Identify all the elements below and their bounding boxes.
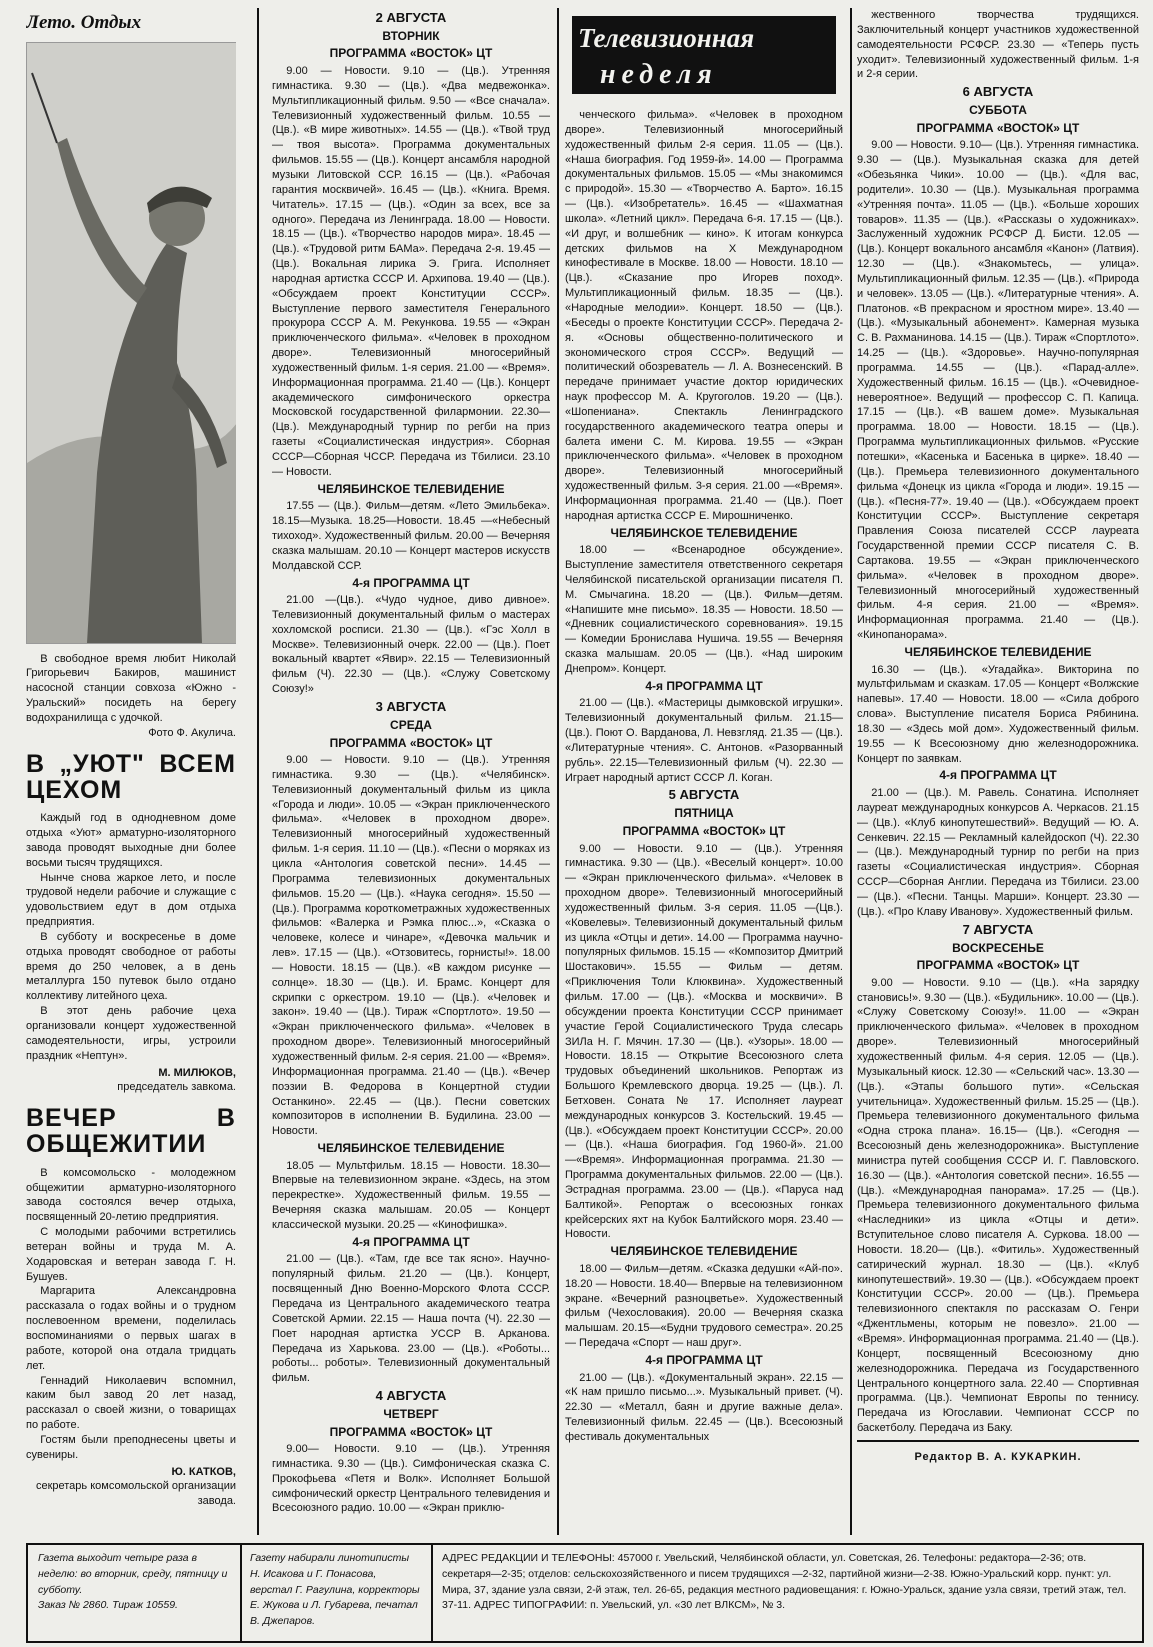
column-divider	[557, 8, 559, 1535]
footer-divider	[431, 1545, 433, 1641]
masthead-title: Телевизионная	[578, 23, 755, 53]
program-heading: ПРОГРАММА «ВОСТОК» ЦТ	[329, 735, 493, 750]
program-heading: ПРОГРАММА «ВОСТОК» ЦТ	[916, 958, 1080, 973]
article-body-evening	[26, 1166, 236, 1463]
article-paragraph: Гостям были преподнесены цветы и сувениры.	[26, 1433, 236, 1461]
program-listing: 16.30 — (Цв.). «Угадайка». Викторина по мультфильмам и сказкам. 17.05 — Концерт «Волжские напевы». 17.40 — Новости. 18.00 — «Сила доброго слова». Выступление писателя Бориса Рябинина. 18.30 — «Здесь мой дом». Художественный фильм. 19.55 — К Всесоюзному дню железнодорожника. Концерт по заявкам.	[857, 663, 1139, 765]
program-listing: 18.00 — «Всенародное обсуждение». Выступление заместителя ответственного секретаря Челябинской писательской организации писателя П. М. Смычагина. 18.20 — (Цв.). Фильм—детям. «Напишите мне письмо». 18.35 — Новости. 18.50 — «Дневник социалистического соревнования». 19.15 — Комедии Бронислава Нушича. 19.55 — Вечерняя сказка малышам. 20.05 — (Цв.). «Над широким Днепром». Концерт.	[565, 544, 843, 675]
article-paragraph: С молодыми рабочими встретились ветеран войны и труда М. А. Ходаровская и ветеран завода Г. Н. Бушуев.	[26, 1226, 236, 1283]
day-date: 2 АВГУСТА	[375, 10, 447, 25]
column-tv-sat-sun	[857, 8, 1139, 1533]
day-name: СРЕДА	[390, 717, 432, 732]
footer-divider	[240, 1545, 242, 1641]
footer-staff: Газету набирали линотиписты Н. Исакова и Г. Понасова, верстал Г. Рагулина, корректоры Е. Жукова и Л. Губарева, печатал В. Джепаров.	[250, 1552, 420, 1627]
column-tv-tue-thu	[272, 8, 550, 1533]
article-paragraph: В субботу и воскресенье в доме отдыха проводят свободное от работы время до 250 человек, а в день металлурга 150 путевок было отдано коллективу литейного цеха.	[26, 930, 236, 1003]
column-tv-thu-fri	[565, 8, 843, 1533]
article-author: Ю. КАТКОВ,	[171, 1465, 236, 1478]
article-author-title: председатель завкома.	[117, 1081, 236, 1094]
program-listing: 9.00 — Новости. 9.10— (Цв.). Утренняя гимнастика. 9.30 — (Цв.). Музыкальная сказка для детей «Обезьянка Чики». 10.00 — (Цв.). «Для вас, родители». 10.30 — (Цв.). Музыкальная программа «Утренняя почта». 11.05 — (Цв.). «Больше хороших товаров». 11.35 — (Цв.). «Рассказы о художниках». Заслуженный художник РСФСР Д. Бисти. 12.05 — (Цв.). Концерт вокального ансамбля «Канон» (Латвия). 12.30 — (Цв.). «Знакомьтесь, — улица». Мультипликационный фильм. 12.35 — (Цв.). «Природа и человек». 13.05 — (Цв.). «Литературные чтения». А. Платонов. «В прекрасном и яростном мире». 13.40 — (Цв.). «Музыкальный абонемент». Камерная музыка С. В. Рахманинова. 14.15 — (Цв.). Тираж «Спортлото». 14.25 — (Цв.). «Здоровье». Научно-популярная программа. 14.55 — (Цв.). «Парад-алле». Художественный фильм. 16.15 — (Цв.). «Очевидное-невероятное». Ведущий — профессор С. П. Капица. 17.15 — (Цв.). «В вашем доме». Музыкальная программа. 18.00 — Новости. 18.15 — (Цв.). Программа мультипликационных фильмов. «Русские потешки», «Касенька и Басенька в цирке». 18.40 — (Цв.). Премьера телевизионного документального фильма «Донецк из цикла «Города и люди». 19.15 — (Цв.). «Песня-77». 19.40 — (Цв.). «Обсуждаем проект Конституции СССР». Выступление секретаря Правления Союза писателей СССР лауреата Государственной премии СССР писателя С. В. Сартакова. 19.55 — «Экран приключенческого фильма». «Человек в проходном дворе». Телевизионный многосерийный художественный фильм. 4-я серия. 21.00 — «Время». Информационная программа. 21.40 — (Цв.). «Кинопанорама».	[857, 139, 1139, 642]
column-divider	[850, 8, 852, 1535]
program-listing: 17.55 — (Цв.). Фильм—детям. «Лето Эмильбека». 18.15—Музыка. 18.25—Новости. 18.45 —«Небесный тихоход». Художественный фильм. 20.00 — Вечерняя сказка малышам. 20.10 — Концерт мастеров искусств Молдавской ССР.	[272, 500, 550, 572]
article-headline-evening: ВЕЧЕР В ОБЩЕЖИТИИ	[26, 1104, 236, 1159]
footer-schedule: Газета выходит четыре раза в неделю: во вторник, среду, пятницу и субботу. Заказ № 2860. Тираж 10559.	[38, 1552, 228, 1612]
program-heading: ПРОГРАММА «ВОСТОК» ЦТ	[622, 823, 786, 838]
program-listing: 21.00 — (Цв.). «Там, где все так ясно». Научно-популярный фильм. 21.20 — (Цв.). Концерт, посвященный Дню Военно-Морского Флота СССР. Передача из Центрального академического театра Советской Армии. 22.15 — Наша почта (Ч). 22.30 — Поет народная артистка УССР В. Арканова. Передача из Харькова. 23.00 — (Цв.). «Роботы... роботы... роботы». Телевизионный документальный фильм.	[272, 1253, 550, 1385]
article-paragraph: Каждый год в однодневном доме отдыха «Уют» арматурно-изоляторного завода проводят выходные дни более восьми тысяч трудящихся.	[26, 812, 236, 869]
day-date: 3 АВГУСТА	[375, 699, 447, 715]
article-paragraph: Нынче снова жаркое лето, и после трудовой недели рабочие и служащие с удовольствием едут в дом отдыха предприятия.	[26, 871, 236, 929]
program-listing: 21.00 —(Цв.). «Чудо чудное, диво дивное». Телевизионный документальный фильм о мастерах хохломской росписи. 21.30 — (Цв.). «Гэс Холл в Москве». Телевизионный очерк. 22.00 — (Цв.). Поет вокальный квартет «Явир». 22.15 — Телевизионный фильм (Ч). 22.30 — (Цв.). «Служу Советскому Союзу!»	[272, 594, 550, 696]
program-heading: ПРОГРАММА «ВОСТОК» ЦТ	[329, 46, 493, 61]
day-name: ВТОРНИК	[382, 28, 440, 43]
column-divider	[257, 8, 259, 1535]
program-listing: 9.00 — Новости. 9.10 — (Цв.). Утренняя гимнастика. 9.30 — (Цв.). «Челябинск». Телевизионный документальный фильм из цикла «Города и люди». 10.05 — «Экран приключенческого фильма». «Человек в проходном дворе». Телевизионный многосерийный художественный фильм. 1-я серия. 11.10 — (Цв.). «Песни о моряках из цикла «Антология советской песни». 14.45 — Программа телевизионных документальных фильмов. 15.20 — (Цв.). «Наука сегодня». 15.50 — (Цв.). Программа короткометражных художественных фильмов: «Валерка и Рэмка плюс...», «Сказка о человеке, колесе и чинаре», «Девочка мальчик и лев». 17.15 — (Цв.). «Отзовитесь, горнисты!». 18.00 — Новости. 18.15 — (Цв.). «В каждом рисунке — солнце». 18.30 — (Цв.). И. Брамс. Концерт для скрипки с оркестром. 19.10 — (Цв.). «Человек и закон». 19.40 — (Цв.). Тираж «Спортлото». 19.50 — «Экран приключенческого фильма». «Человек в проходном дворе». Телевизионный многосерийный художественный фильм. 2-я серия. 21.00 — «Время». Информационная программа. 21.40 — (Цв.). «Вечер поэзии В. Федорова в Концертной студии Останкино». 22.45 — (Цв.). Песни советских композиторов в исполнении В. Будилина. 23.00 — Новости.	[272, 754, 550, 1138]
article-author: М. МИЛЮКОВ,	[158, 1066, 236, 1079]
day-name: СУББОТА	[969, 103, 1027, 118]
program-listing: 21.00 — (Цв.). «Мастерицы дымковской игрушки». Телевизионный документальный фильм. 21.15—(Цв.). Поют О. Варданова, Л. Невзгляд. 21.35 — (Цв.). «Литературные чтения». С. Антонов. «Разорванный рубль». 22.15—Телевизионный фильм (Ч). 22.30 — Играет народный артист СССР Л. Коган.	[565, 697, 843, 784]
day-name: ЧЕТВЕРГ	[383, 1406, 439, 1421]
program-listing: 21.00 — (Цв.). М. Равель. Сонатина. Исполняет лауреат международных конкурсов А. Черкасов. 21.15 — (Цв.). «Клуб кинопутешествий». Ведущий — Ю. А. Сенкевич. 22.15 — Рекламный калейдоскоп (Ч). 22.30 — (Цв.). Международный турнир по регби на приз газеты «Социалистическая индустрия». Сборная СССР—Сборная Англии. Передача из Тбилиси. 23.00 — (Цв.). «Песни. Танцы. Марши». Концерт. 23.30 — (Цв.). «Про Клаву Иванову». Художественный фильм.	[857, 787, 1139, 918]
fisherman-photo	[26, 42, 236, 644]
program-heading: ЧЕЛЯБИНСКОЕ ТЕЛЕВИДЕНИЕ	[610, 525, 798, 540]
program-heading: 4-я ПРОГРАММА ЦТ	[645, 1352, 763, 1367]
program-heading: 4-я ПРОГРАММА ЦТ	[352, 1234, 470, 1249]
program-listing: 21.00 — (Цв.). «Документальный экран». 22.15 — «К нам пришло письмо...». Музыкальный привет. (Ч). 22.30 — «Металл, баян и другие важные дела». Телевизионный фильм. 22.45 — (Цв.). Всесоюзный фестиваль документальных	[565, 1371, 843, 1443]
article-paragraph: В комсомольско - молодежном общежитии арматурно-изоляторного завода состоялся вечер отдыха, посвященный 20-летию предприятия.	[26, 1166, 236, 1224]
article-body-uyut	[26, 811, 236, 1063]
article-paragraph: В этот день рабочие цеха организовали концерт художественной самодеятельности, игры, устроили праздник «Нептун».	[26, 1005, 236, 1062]
photo-illustration	[27, 43, 236, 643]
program-heading: ЧЕЛЯБИНСКОЕ ТЕЛЕВИДЕНИЕ	[317, 1141, 505, 1156]
day-date: 7 АВГУСТА	[962, 921, 1034, 937]
program-heading: ПРОГРАММА «ВОСТОК» ЦТ	[329, 1424, 493, 1439]
program-heading: 4-я ПРОГРАММА ЦТ	[352, 575, 470, 590]
article-paragraph: Маргарита Александровна рассказала о годах войны и о трудном послевоенном времени, поделилась воспоминаниями о первых шагах в работе, которой она отдала тридцать лет.	[26, 1285, 236, 1372]
program-listing: 18.00 — Фильм—детям. «Сказка дедушки «Ай-по». 18.20 — Новости. 18.40— Впервые на телевизионном экране. «Вечерний разноцветье». Художественный фильм (Чехословакия). 20.00 — Вечерняя сказка малышам. 20.15—«Будни трудового семестра». 20.25 — Передача «Спорт — наш друг».	[565, 1262, 843, 1350]
day-name: ПЯТНИЦА	[674, 806, 734, 821]
program-listing: 18.05 — Мультфильм. 18.15 — Новости. 18.30— Впервые на телевизионном экране. «Здесь, на этом перекрестке». Художественный фильм. 19.55 — Вечерняя сказка малышам. 20.05 — Концерт классической музыки. 20.25 — «Кинофишка».	[272, 1159, 550, 1231]
program-listing: 9.00 — Новости. 9.10 — (Цв.). Утренняя гимнастика. 9.30 — (Цв.). «Два медвежонка». Мультипликационный фильм. 9.50 — «Все сначала». Телевизионный художественный фильм. 10.55 — (Цв.). «В мире животных». 14.55 — (Цв.). «Твой труд — твоя высота». Программа документальных фильмов. 15.55 — (Цв.). Концерт ансамбля народной музыки Литовской ССР. 16.15 — (Цв.). «Рабочая гарантия москвичей». 16.45 — (Цв.). «Книга. Время. Читатель». 17.15 — (Цв.). «Один за всех, все за одного». Передача из Ленинграда. 18.00 — Новости. 18.15 — (Цв.). «Творчество народов мира». 18.45 — (Цв.). «Трудовой ритм БАМа». Передача 2-я. 19.45 — (Цв.). Вокальная лирика Э. Грига. Исполняет народная артистка СССР И. Архипова. 19.40 — (Цв.). «Обсуждаем проект Конституции СССР». Выступление первого заместителя Генерального прокурора СССР А. М. Рекункова. 19.55 — «Экран приключенческого фильма». «Человек в проходном дворе». Телевизионный многосерийный художественный фильм. 1-я серия. 21.00 — «Время». Информационная программа. 21.40 — (Цв.). Концерт академического симфонического оркестра Московской государственной филармонии. 22.30—(Цв.). Международный турнир по регби на приз газеты «Социалистическая индустрия». Сборная СССР—Сборная ЧССР. Передача из Тбилиси. 23.10 — Новости.	[272, 65, 550, 478]
program-heading: ЧЕЛЯБИНСКОЕ ТЕЛЕВИДЕНИЕ	[317, 481, 505, 496]
masthead-subtitle: неделя	[600, 59, 718, 90]
program-heading: 4-я ПРОГРАММА ЦТ	[939, 768, 1057, 783]
day-date: 4 АВГУСТА	[375, 1388, 447, 1404]
program-listing: жественного творчества трудящихся. Заключительный концерт участников художественной самодеятельности РСФСР. 23.30 — «Теперь пусть уходит». Телевизионный художественный фильм. 1-я и 2-я серии.	[857, 9, 1139, 81]
day-date: 6 АВГУСТА	[962, 84, 1034, 100]
article-headline-uyut: В „УЮТ" ВСЕМ ЦЕХОМ	[26, 749, 236, 804]
program-listing: ченческого фильма». «Человек в проходном дворе». Телевизионный многосерийный художественный фильм 2-я серия. 11.05 — (Цв.). «Наша биография. Год 1959-й». 14.00 — Программа документальных фильмов. 15.05 — «Мы знакомимся с природой». 15.30 — «Творчество А. Барто». 16.15 — (Цв.). «Изобретатель». 16.45 — «Шахматная школа». «Летний цикл». Передача 6-я. 17.15 — (Цв.). «И друг, и волшебник — кино». К итогам конкурса детских фильмов на X Международном кинофестивале в Москве. 18.00 — Новости. 18.10 — (Цв.). «Сказание про Игорев поход». Мультипликационный фильм. 18.35 — (Цв.). «Народные мелодии». Концерт. 18.50 — (Цв.). «Беседы о проекте Конституции СССР». Передача 2-я. «Основы общественно-политического и экономического строя СССР». Ведущий — политический обозреватель — Л. А. Вознесенский. В передаче принимает участие доктор юридических наук профессор М. А. Кругоголов. 19.20 — (Цв.). «Шопениана». Спектакль Ленинградского государственного академического театра оперы и балета имени С. М. Кирова. 19.55 — «Экран приключенческого фильма». «Человек в проходном дворе». Телевизионный многосерийный художественный фильм. 3-я серия. 21.00 —«Время». Информационная программа. 21.40 — (Цв.). Поет народная артистка СССР Е. Мирошниченко.	[565, 109, 843, 522]
article-paragraph: Геннадий Николаевич вспомнил, каким был завод 20 лет назад, рассказал о своей жизни, о товарищах по работе.	[26, 1374, 236, 1432]
column-local-news	[26, 8, 236, 1533]
caption-text: В свободное время любит Николай Григорьевич Бакиров, машинист насосной станции совхоза «Южно - Уральский» посидеть на берегу водохранилища с удочкой.	[26, 652, 236, 725]
footer-address: АДРЕС РЕДАКЦИИ И ТЕЛЕФОНЫ: 457000 г. Увельский, Челябинской области, ул. Советская, 26. Телефоны: редактора—2-36; отв. секретаря—2-35; отделов: сельскохозяйственного и писем трудящихся —2-32, партийной жизни—2-38. Южно-Уральский корр. пункт: ул. Мира, 37, здание узла связи, 2-й этаж, тел. 26-65, редакция местного радиовещания: г. Южно-Уральск, здание узла связи, третий этаж, тел. 37-11. АДРЕС ТИПОГРАФИИ: п. Увельский, ул. «30 лет ВЛКСМ», № 3.	[442, 1552, 1127, 1612]
program-heading: 4-я ПРОГРАММА ЦТ	[645, 678, 763, 693]
program-listing: 9.00 — Новости. 9.10 — (Цв.). «На зарядку становись!». 9.30 — (Цв.). «Будильник». 10.00 — (Цв.). «Служу Советскому Союзу!». 11.00 — «Экран приключенческого фильма». «Человек в проходном дворе». Телевизионный многосерийный художественный фильм. 4-я серия. 12.05 — (Цв.). Музыкальный киоск. 12.30 — «Сельский час». 13.30 — (Цв.). «Этапы большого пути». «Сельская учительница». Художественный фильм. 15.25 — (Цв.). Премьера телевизионного документального фильма «Одна строка плана». 16.15— (Цв.). «Сегодня —Всесоюзный день железнодорожника». Выступление министра путей сообщения СССР И. Г. Павловского. 16.30 — (Цв.). «Антология советской песни». 16.55 — (Цв.). «Международная панорама». 17.25 — (Цв.). Премьера телевизионного документального фильма «Наследники» из цикла «Отцы и дети». Вступительное слово писателя А. Суркова. 18.00 — Новости. 18.20— (Цв.). «Фитиль». Художественный сатирический журнал. 18.30 — (Цв.). «Клуб кинопутешествий». 19.30 — (Цв.). «Обсуждаем проект Конституции СССР». 20.00 — (Цв.). Премьера телевизионного спектакля по рассказам О. Генри «Джентльмены, которым не повезло». 21.00 — «Время». Информационная программа. 21.40 — (Цв.). Концерт, посвященный Всесоюзному дню железнодорожника. Передача из Государственного Центрального концертного зала. 22.40 — Спортивная программа. (Цв.). Чемпионат Европы по теннису. Передача из Югославии. Чемпионат СССР по баскетболу. Передача из Баку.	[857, 976, 1139, 1435]
program-heading: ЧЕЛЯБИНСКОЕ ТЕЛЕВИДЕНИЕ	[610, 1244, 798, 1259]
program-listing: 9.00 — Новости. 9.10 — (Цв.). Утренняя гимнастика. 9.30 — (Цв.). «Веселый концерт». 10.00 — «Экран приключенческого фильма». «Человек в проходном дворе». Телевизионный многосерийный художественный фильм. 3-я серия. 11.05 —(Цв.). «Ковелевы». Телевизионный документальный фильм из цикла «Отцы и дети». 14.00 — Программа научно-популярных фильмов. 15.15 — «Композитор Дмитрий Шостакович». 15.55 — Фильм — детям. «Приключения Толи Клюквина». Художественный фильм. 17.00 — (Цв.). «Москва и москвичи». В обсуждении проекта Конституции СССР принимает участие Герой Социалистического Труда слесарь ЗИЛа Н. Г. Мячин. 17.30 — (Цв.). «Узоры». 18.00 — Новости. 18.15 — Открытие Всесоюзного слета трудовых объединений школьников. Репортаж из Большого Кремлевского дворца. 19.25 — (Цв.). Л. Бетховен. Соната № 17. Исполняет лауреат международных конкурсов З. Костельский. 19.45 — (Цв.). «Обсуждаем проект Конституции СССР». 20.00 — (Цв.). «Наша биография. Год 1960-й». 21.00—«Время». Информационная программа. 21.30 — Программа документальных фильмов. 22.00 — (Цв.). Эстрадная программа. 23.00 — (Цв.). «Паруса над Балтикой». Репортаж о всесоюзных гонках крейсерских яхт на Кубок Балтийского моря. 23.40 — Новости.	[565, 842, 843, 1241]
photo-credit: Фото Ф. Акулича.	[148, 726, 236, 739]
rubric-title: Лето. Отдых	[26, 12, 142, 33]
program-listing: 9.00— Новости. 9.10 — (Цв.). Утренняя гимнастика. 9.30 — (Цв.). Симфоническая сказка С. Прокофьева «Петя и Волк». Исполняет Большой симфонический оркестр Центрального телевидения и Всесоюзного радио. 10.00 — «Экран приклю-	[272, 1443, 550, 1515]
editor-credit: Редактор В. А. КУКАРКИН.	[914, 1450, 1082, 1463]
program-heading: ЧЕЛЯБИНСКОЕ ТЕЛЕВИДЕНИЕ	[904, 644, 1092, 659]
photo-caption	[26, 652, 236, 726]
day-date: 5 АВГУСТА	[668, 787, 740, 803]
article-author-title: секретарь комсомольской организации завода.	[35, 1480, 236, 1508]
day-name: ВОСКРЕСЕНЬЕ	[952, 940, 1044, 955]
footer-imprint	[26, 1543, 1144, 1643]
divider-rule	[857, 1440, 1139, 1442]
program-heading: ПРОГРАММА «ВОСТОК» ЦТ	[916, 120, 1080, 135]
masthead-logo	[572, 16, 836, 94]
